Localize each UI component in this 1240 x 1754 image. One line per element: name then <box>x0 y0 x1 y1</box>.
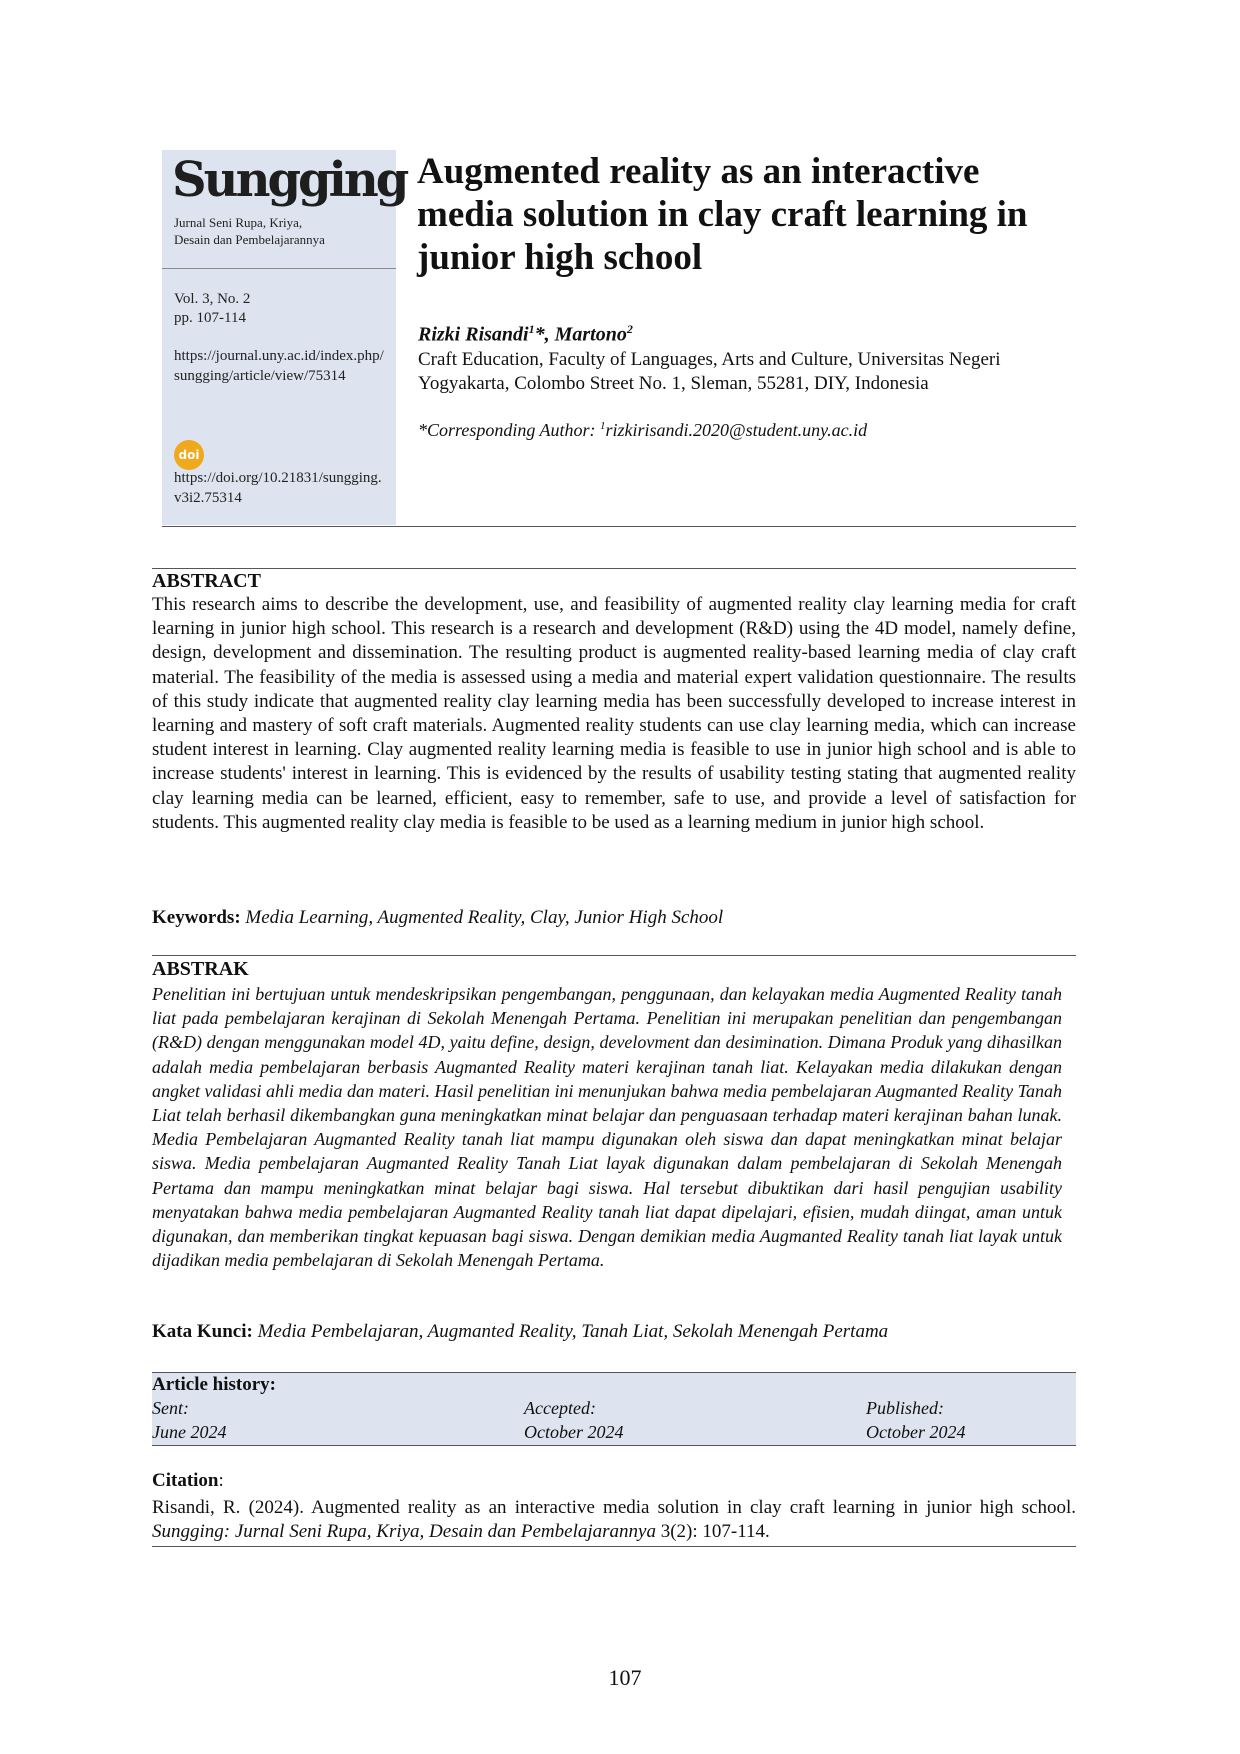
journal-info-panel <box>162 150 407 525</box>
article-url[interactable]: https://journal.uny.ac.id/index.php/sungging/article/view/75314 <box>174 348 384 384</box>
accepted-label: Accepted: <box>524 1398 596 1418</box>
citation-journal: Sungging: Jurnal Seni Rupa, Kriya, Desain dan Pembelajarannya <box>152 1521 656 1542</box>
abstract-text: This research aims to describe the development, use, and feasibility of augmented reality clay learning media for craft learning in junior high school. This research is a research and development (R&D) using the 4D model, namely define, design, development and dissemination. The resulting product is augmented reality-based learning media of clay craft material. The feasibility of the media is assessed using a media and material expert validation questionnaire. The results of this study indicate that augmented reality clay learning media has been successfully developed to increase interest in learning and mastery of soft craft materials. Augmented reality students can use clay learning media, which can increase student interest in learning. Clay augmented reality learning media is feasible to use in junior high school and is able to increase students' interest in learning. This is evidenced by the results of usability testing stating that augmented reality clay learning media can be learned, efficient, easy to remember, safe to use, and provide a level of satisfaction for students. This augmented reality clay media is feasible to be used as a learning medium in junior high school. <box>152 594 1076 833</box>
corresponding-author <box>418 420 867 441</box>
author-1-sup: 1 <box>528 322 535 336</box>
kata-kunci-label: Kata Kunci: <box>152 1321 253 1342</box>
header-divider <box>162 526 1076 527</box>
volume-info <box>174 290 250 328</box>
history-heading: Article history: <box>152 1374 276 1395</box>
affiliation: Craft Education, Faculty of Languages, Arts and Culture, Universitas Negeri Yogyakarta, Colombo Street No. 1, Sleman, 55281, DIY, Indonesia <box>418 349 1001 394</box>
history-published <box>866 1396 965 1444</box>
author-1: Rizki Risandi <box>418 323 529 346</box>
citation-main: Risandi, R. (2024). Augmented reality as an interactive media solution in clay craft learning in junior high school. <box>152 1497 1076 1518</box>
abstrak-heading: ABSTRAK <box>152 958 249 980</box>
sent-label: Sent: <box>152 1398 189 1418</box>
article-title: Augmented reality as an interactive media solution in clay craft learning in junior high school <box>417 151 1028 278</box>
article-history-box <box>152 1372 1076 1446</box>
published-label: Published: <box>866 1398 944 1418</box>
published-date: October 2024 <box>866 1422 966 1442</box>
author-2: Martono <box>554 323 627 346</box>
sidebar-divider <box>162 268 396 269</box>
abstract-heading: ABSTRACT <box>152 570 261 592</box>
citation-end: 3(2): 107-114. <box>655 1521 770 1542</box>
volume-number: Vol. 3, No. 2 <box>174 291 251 307</box>
author-2-sup: 2 <box>626 322 633 336</box>
keywords <box>152 907 723 929</box>
history-accepted <box>524 1396 623 1444</box>
doi-icon: doi <box>174 440 204 470</box>
corresponding-email[interactable]: rizkirisandi.2020@student.uny.ac.id <box>605 420 868 440</box>
doi-link[interactable]: https://doi.org/10.21831/sungging.v3i2.75314 <box>174 470 382 506</box>
page-range: pp. 107-114 <box>174 310 246 326</box>
author-separator: *, <box>534 323 555 346</box>
journal-logo: Sungging <box>172 152 407 208</box>
sent-date: June 2024 <box>152 1422 227 1442</box>
journal-subtitle-line1: Jurnal Seni Rupa, Kriya, <box>174 215 303 230</box>
corresponding-label: *Corresponding Author: <box>418 420 601 440</box>
accepted-date: October 2024 <box>524 1422 624 1442</box>
keywords-label: Keywords: <box>152 907 241 928</box>
corresponding-sup: 1 <box>600 420 606 432</box>
journal-subtitle-line2: Desain dan Pembelajarannya <box>174 232 325 247</box>
page-number: 107 <box>608 1665 642 1690</box>
citation-text <box>152 1496 1076 1544</box>
history-sent <box>152 1396 226 1444</box>
abstrak-text: Penelitian ini bertujuan untuk mendeskripsikan pengembangan, penggunaan, dan kelayakan media Augmented Reality tanah liat pada pembelajaran kerajinan di Sekolah Menengah Pertama. Penelitian ini merupakan penelitian dan pengembangan (R&D) dengan menggunakan model 4D, yaitu define, design, develovment dan desimination. Dimana Produk yang dihasilkan adalah media pembelajaran berbasis Augmanted Reality materi kerajinan tanah liat. Kelayakan media dilakukan dengan angket validasi ahli media dan materi. Hasil penelitian ini menunjukan bahwa media pembelajaran Augmanted Reality Tanah Liat telah berhasil dikembangkan guna meningkatkan minat belajar dan penguasaan terhadap materi kerajinan bahan lunak. Media Pembelajaran Augmanted Reality tanah liat mampu digunakan oleh siswa dan dapat meningkatkan minat belajar siswa. Media pembelajaran Augmanted Reality Tanah Liat layak digunakan dalam pembelajaran di Sekolah Menengah Pertama dan mampu meningkatkan minat belajar bagi siswa. Hal tersebut dibuktikan dari hasil pengujian usability menyatakan bahwa media pembelajaran Augmanted Reality tanah liat dapat dipelajari, efisien, mudah diingat, aman untuk digunakan, dan memberikan tingkat kepuasan bagi siswa. Dengan demikian media Augmanted Reality tanah liat layak untuk dijadikan media pembelajaran di Sekolah Menengah Pertama. <box>152 984 1062 1271</box>
abstrak-top-rule <box>152 955 1076 956</box>
citation-heading-text: Citation <box>152 1470 219 1491</box>
keywords-list: Media Learning, Augmented Reality, Clay, Junior High School <box>245 907 724 928</box>
citation-bottom-rule <box>152 1546 1076 1547</box>
citation-heading <box>152 1470 224 1492</box>
journal-subtitle <box>174 214 325 248</box>
kata-kunci-list: Media Pembelajaran, Augmanted Reality, Tanah Liat, Sekolah Menengah Pertama <box>257 1321 889 1342</box>
abstract-top-rule <box>152 568 1076 569</box>
author-line <box>418 322 633 347</box>
citation-colon: : <box>218 1470 224 1491</box>
kata-kunci <box>152 1321 888 1343</box>
